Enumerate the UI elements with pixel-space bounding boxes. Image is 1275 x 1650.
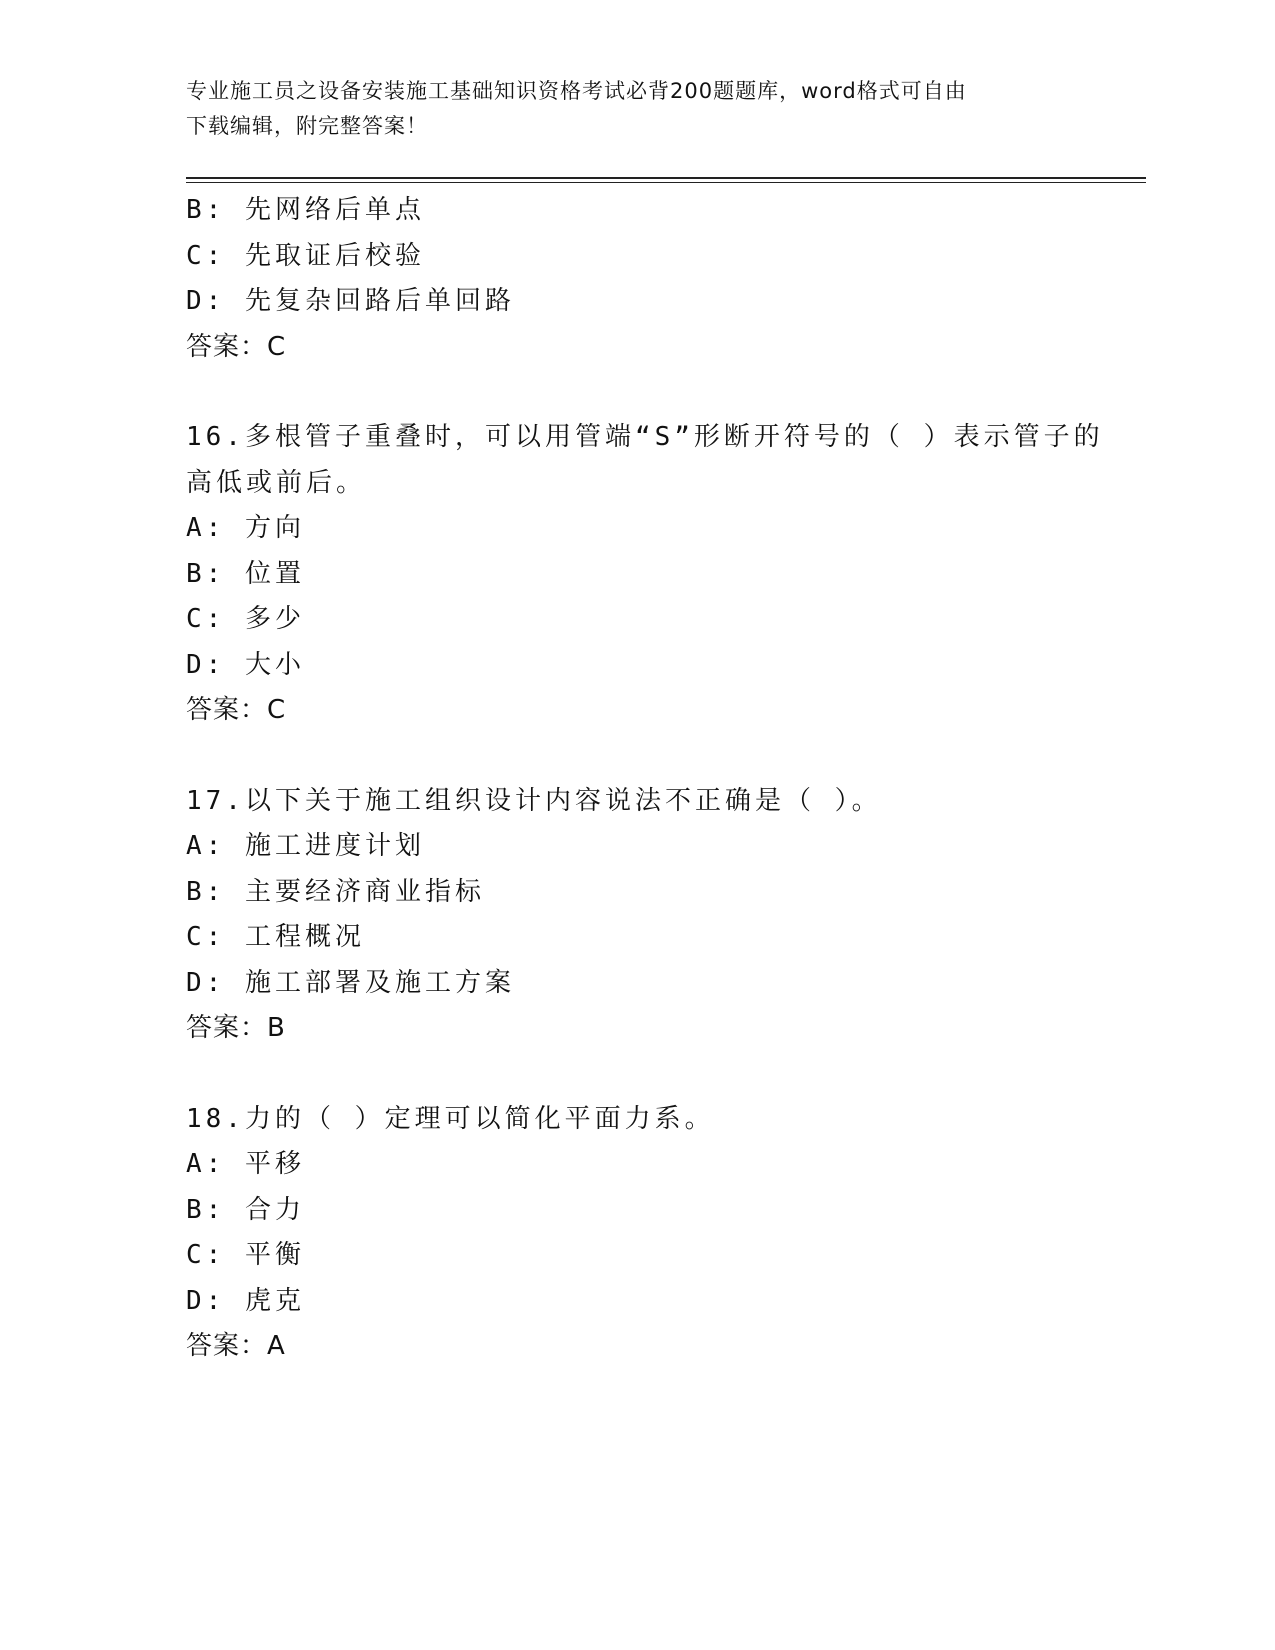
option-b: B: 位置: [186, 558, 305, 589]
option-d: D: 先复杂回路后单回路: [186, 286, 515, 316]
option-b: B: 主要经济商业指标: [186, 876, 485, 907]
question-18: [186, 1097, 1086, 1370]
document-header: [186, 74, 1086, 144]
question-stem: 17.以下关于施工组织设计内容说法不正确是（ ）。: [186, 785, 882, 816]
header-divider-thin: [186, 182, 1146, 183]
header-line-1: 专业施工员之设备安装施工基础知识资格考试必背200题题库，word格式可自由: [186, 79, 967, 103]
option-b: B: 合力: [186, 1194, 305, 1225]
question-stem: 16.多根管子重叠时，可以用管端“S”形断开符号的（ ）表示管子的: [186, 422, 1104, 452]
option-a: A: 平移: [186, 1149, 305, 1179]
option-d: D: 虎克: [186, 1285, 305, 1316]
prev-question-block: [186, 188, 1086, 370]
option-d: D: 施工部署及施工方案: [186, 967, 515, 998]
question-17: [186, 779, 1086, 1052]
option-d: D: 大小: [186, 649, 305, 680]
spacer: [186, 370, 1086, 415]
answer-line: 答案：C: [186, 695, 287, 725]
header-line-2: 下载编辑，附完整答案！: [186, 114, 428, 138]
option-c: C: 多少: [186, 604, 305, 634]
spacer: [186, 1052, 1086, 1097]
answer-line: 答案：A: [186, 1331, 286, 1361]
option-a: A: 施工进度计划: [186, 831, 425, 861]
option-a: A: 方向: [186, 513, 305, 543]
question-stem-cont: 高低或前后。: [186, 467, 367, 498]
option-b: B: 先网络后单点: [186, 195, 425, 225]
question-content: [186, 188, 1104, 1370]
answer-line: 答案：C: [186, 331, 287, 362]
spacer: [186, 734, 1086, 779]
question-16: [186, 415, 1104, 734]
answer-line: 答案：B: [186, 1013, 286, 1043]
option-c: C: 先取证后校验: [186, 240, 425, 271]
option-c: C: 平衡: [186, 1240, 305, 1270]
question-stem: 18.力的（ ）定理可以简化平面力系。: [186, 1103, 715, 1134]
header-divider-thick: [186, 177, 1146, 179]
option-c: C: 工程概况: [186, 922, 365, 952]
